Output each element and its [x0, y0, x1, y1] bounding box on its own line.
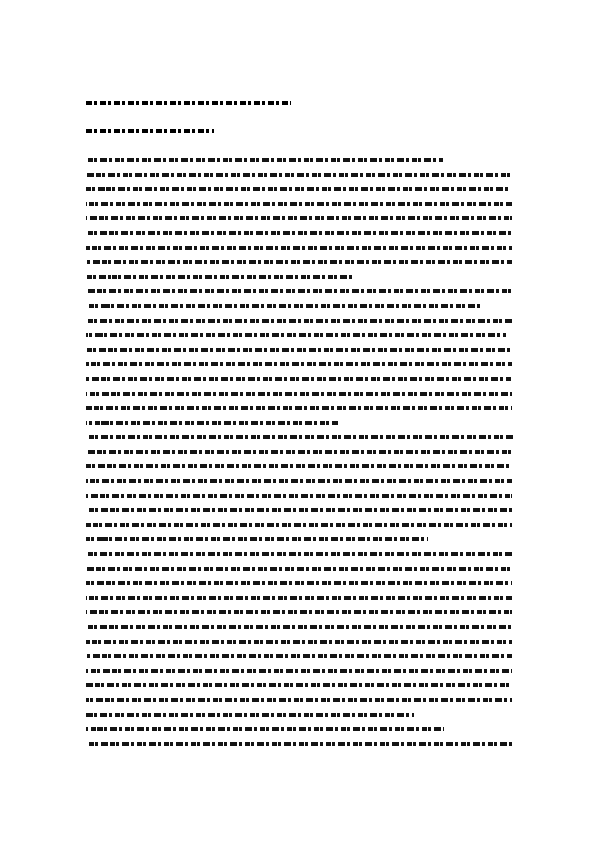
- text-line: [86, 708, 514, 723]
- text-line-bar: [86, 246, 512, 250]
- text-line-bar: [86, 304, 480, 308]
- title-text-bar: [86, 101, 291, 105]
- text-line: [86, 284, 514, 299]
- text-line: [86, 445, 514, 460]
- text-line-bar: [86, 508, 512, 512]
- text-line: [86, 314, 514, 329]
- paragraph: [86, 153, 514, 284]
- text-line-bar: [88, 435, 514, 439]
- text-line: [86, 241, 514, 256]
- text-line: [86, 387, 514, 402]
- text-line-bar: [86, 625, 512, 629]
- text-line-bar: [86, 610, 512, 614]
- text-line: [86, 547, 514, 562]
- text-line-bar: [86, 392, 512, 396]
- paragraph: [86, 284, 514, 430]
- text-line: [86, 211, 514, 226]
- paragraph: [86, 547, 514, 737]
- text-line: [86, 182, 514, 197]
- text-line-bar: [88, 742, 514, 746]
- text-line: [86, 226, 514, 241]
- text-line: [86, 576, 514, 591]
- text-line-bar: [86, 216, 512, 220]
- document-body: [86, 153, 514, 751]
- text-line: [86, 532, 514, 547]
- text-line: [86, 591, 514, 606]
- text-line-bar: [86, 640, 512, 644]
- text-line-bar: [86, 319, 512, 323]
- document-title: [86, 98, 291, 107]
- text-line-bar: [88, 552, 514, 556]
- text-line: [86, 299, 514, 314]
- text-line: [86, 562, 514, 577]
- text-line: [86, 343, 514, 358]
- text-line: [86, 168, 514, 183]
- text-line-bar: [86, 333, 506, 337]
- text-line: [86, 328, 514, 343]
- text-line-bar: [86, 377, 512, 381]
- text-line-bar: [86, 362, 512, 366]
- text-line: [86, 664, 514, 679]
- text-line-bar: [86, 450, 512, 454]
- text-line: [86, 649, 514, 664]
- text-line: [86, 416, 514, 431]
- text-line-bar: [86, 713, 414, 717]
- text-line: [86, 270, 514, 285]
- text-line: [86, 459, 514, 474]
- text-line-bar: [86, 537, 428, 541]
- text-line-bar: [86, 581, 512, 585]
- text-line-bar: [86, 406, 512, 410]
- text-line-bar: [86, 348, 512, 352]
- text-line: [86, 503, 514, 518]
- text-line-bar: [86, 669, 512, 673]
- text-line: [86, 635, 514, 650]
- text-line-bar: [86, 698, 512, 702]
- text-line-bar: [86, 173, 512, 177]
- text-line: [86, 153, 514, 168]
- text-line: [86, 474, 514, 489]
- text-line: [86, 197, 514, 212]
- text-line-bar: [86, 479, 512, 483]
- text-line-bar: [86, 727, 444, 731]
- text-line: [86, 620, 514, 635]
- text-line: [86, 722, 514, 737]
- text-line: [86, 678, 514, 693]
- text-line: [86, 372, 514, 387]
- text-line: [86, 605, 514, 620]
- text-line-bar: [86, 202, 512, 206]
- paragraph: [86, 737, 514, 752]
- text-line-bar: [88, 158, 443, 162]
- text-line-bar: [86, 596, 512, 600]
- document-subtitle: [86, 126, 214, 135]
- text-line-bar: [86, 654, 512, 658]
- text-line-bar: [86, 523, 512, 527]
- text-line: [86, 693, 514, 708]
- text-line: [86, 489, 514, 504]
- text-line: [86, 737, 514, 752]
- text-line-bar: [86, 464, 512, 468]
- text-line: [86, 255, 514, 270]
- text-line-bar: [86, 567, 512, 571]
- text-line: [86, 357, 514, 372]
- text-line-bar: [86, 231, 512, 235]
- subtitle-text-bar: [86, 129, 214, 133]
- text-line-bar: [86, 683, 512, 687]
- text-line-bar: [86, 187, 511, 191]
- text-line: [86, 430, 514, 445]
- text-line: [86, 518, 514, 533]
- text-line-bar: [86, 275, 354, 279]
- text-line-bar: [88, 289, 514, 293]
- text-line-bar: [86, 494, 512, 498]
- paragraph: [86, 430, 514, 547]
- text-line-bar: [86, 260, 512, 264]
- text-line-bar: [86, 421, 338, 425]
- text-line: [86, 401, 514, 416]
